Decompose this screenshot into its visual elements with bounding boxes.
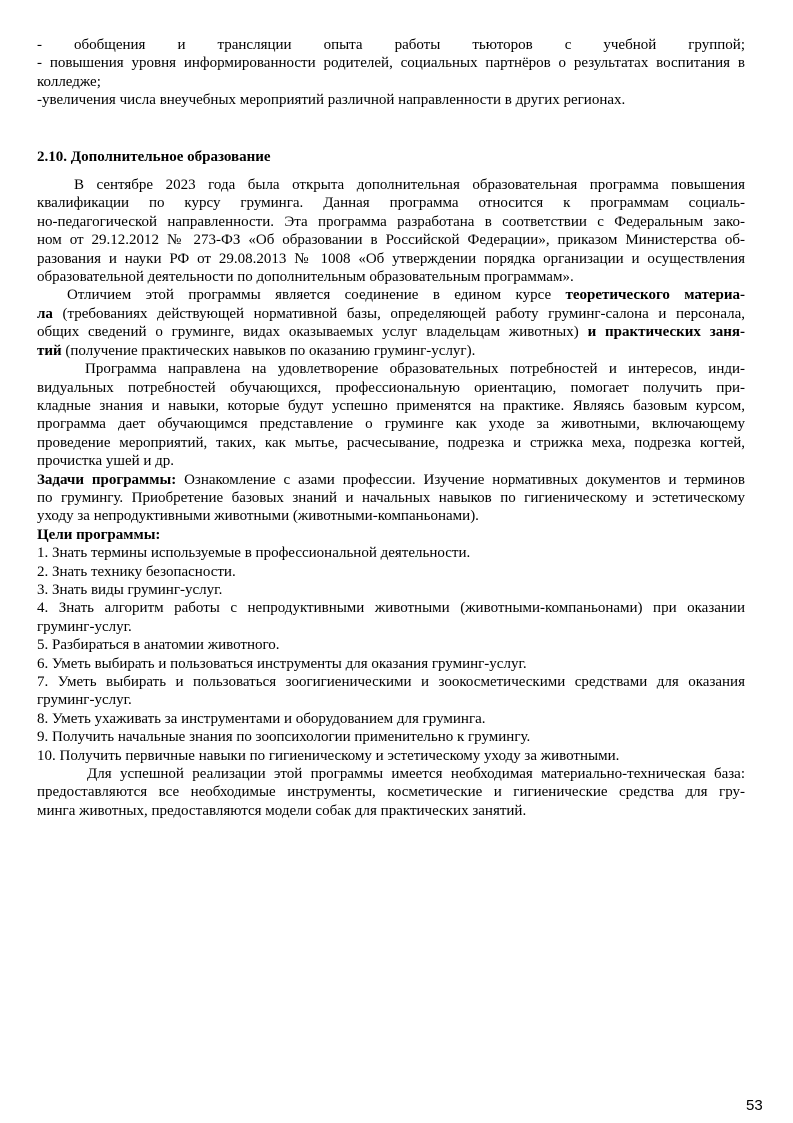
tasks-label: Задачи программы: <box>37 471 177 488</box>
paragraph-line: ном от 29.12.2012 № 273-ФЗ «Об образовании в Российской Федерации», приказом Министерства об- <box>37 232 745 249</box>
paragraph-line <box>37 286 745 304</box>
list-item: 4. Знать алгоритм работы с непродуктивными животными (животными-компаньонами) при оказании <box>37 600 745 617</box>
list-item: 5. Разбираться в анатомии животного. <box>37 637 280 654</box>
paragraph-line: по грумингу. Приобретение базовых знаний и начальных навыков по гигиеническому и эстетическому <box>37 489 745 506</box>
page-number: 53 <box>746 1097 763 1114</box>
list-item: 10. Получить первичные навыки по гигиеническому и эстетическому уходу за животными. <box>37 747 620 764</box>
goals-label: Цели программы: <box>37 526 161 543</box>
intro-line: -увеличения числа внеучебных мероприятий различной направленности в других регионах. <box>37 92 626 109</box>
goals-section <box>37 526 745 765</box>
list-item: 3. Знать виды груминг-услуг. <box>37 581 223 598</box>
intro-line: колледже; <box>37 73 101 90</box>
paragraph-line <box>37 471 745 489</box>
bold-text: и практических заня- <box>587 324 746 341</box>
list-item: 8. Уметь ухаживать за инструментами и оборудованием для груминга. <box>37 710 486 727</box>
intro-line: - обобщения и трансляции опыта работы тьюторов с учебной группой; <box>37 37 745 53</box>
plain-text: общих сведений о груминге, видах оказываемых услуг владельцам животных) <box>37 324 588 341</box>
list-item: 6. Уметь выбирать и пользоваться инструменты для оказания груминг-услуг. <box>37 655 527 672</box>
paragraph-2 <box>37 286 745 360</box>
paragraph-line: уходу за непродуктивными животными (животными-компаньонами). <box>37 508 479 525</box>
paragraph-line: минга животных, предоставляются модели собак для практических занятий. <box>37 802 527 819</box>
list-item: груминг-услуг. <box>37 618 132 635</box>
paragraph-line: разования и науки РФ от 29.08.2013 № 1008 «Об утверждении порядка организации и осуществления <box>37 250 745 267</box>
list-item: 2. Знать технику безопасности. <box>37 563 236 580</box>
plain-text: (получение практических навыков по оказанию груминг-услуг). <box>61 342 476 359</box>
paragraph-line: Для успешной реализации этой программы имеется необходимая материально-техническая база: <box>87 766 745 783</box>
tasks-section <box>37 471 745 526</box>
bold-text: тий <box>37 342 62 359</box>
paragraph-1 <box>37 176 745 286</box>
paragraph-4 <box>37 765 745 820</box>
paragraph-line: В сентябре 2023 года была открыта дополнительная образовательная программа повышения <box>74 177 745 194</box>
bold-text: ла <box>37 305 53 322</box>
paragraph-line <box>37 305 745 323</box>
list-item: 7. Уметь выбирать и пользоваться зоогигиеническими и зоокосметическими средствами для оказания <box>37 674 745 690</box>
bold-text: теоретического материа- <box>565 287 745 304</box>
list-item: груминг-услуг. <box>37 692 132 709</box>
list-item: 9. Получить начальные знания по зоопсихологии применительно к грумингу. <box>37 729 531 746</box>
paragraph-line: проведение мероприятий, таких, как мытье, расчесывание, подрезка и стрижка меха, подрезка когтей, <box>37 434 745 451</box>
paragraph-line: прочистка ушей и др. <box>37 453 175 470</box>
paragraph-line: Программа направлена на удовлетворение образовательных потребностей и интересов, инди- <box>85 361 745 378</box>
paragraph-line: программа дает обучающимся представление о груминге как уходе за животными, включающему <box>37 416 745 433</box>
section-heading: 2.10. Дополнительное образование <box>37 148 271 165</box>
paragraph-line: предоставляются все необходимые инструменты, косметические и гигиенические средства для гру- <box>37 784 745 801</box>
paragraph-line: квалификации по курсу груминга. Данная программа относится к программам социаль- <box>37 195 745 212</box>
plain-text: Отличием этой программы является соединение в едином курсе <box>67 287 566 304</box>
intro-line: - повышения уровня информированности родителей, социальных партнёров о результатах воспитания в <box>37 55 745 72</box>
plain-text: Ознакомление с азами профессии. Изучение нормативных документов и терминов <box>176 471 745 488</box>
list-item: 1. Знать термины используемые в профессиональной деятельности. <box>37 545 471 562</box>
paragraph-line: видуальных потребностей обучающихся, профессиональную ориентацию, помогает получить при- <box>37 379 745 396</box>
paragraph-line <box>37 323 745 341</box>
paragraph-line <box>37 342 745 360</box>
paragraph-line: образовательной деятельности по дополнительным образовательным программам». <box>37 269 574 286</box>
plain-text: (требованиях действующей нормативной базы, определяющей работу груминг-салона и персонала, <box>52 305 745 322</box>
paragraph-line: но-педагогической направленности. Эта программа разработана в соответствии с Федеральным зако- <box>37 213 745 230</box>
paragraph-line: кладные знания и навыки, которые будут успешно применятся на практике. Являясь базовым курсом, <box>37 397 745 414</box>
paragraph-3 <box>37 360 745 470</box>
document-page <box>37 36 745 820</box>
